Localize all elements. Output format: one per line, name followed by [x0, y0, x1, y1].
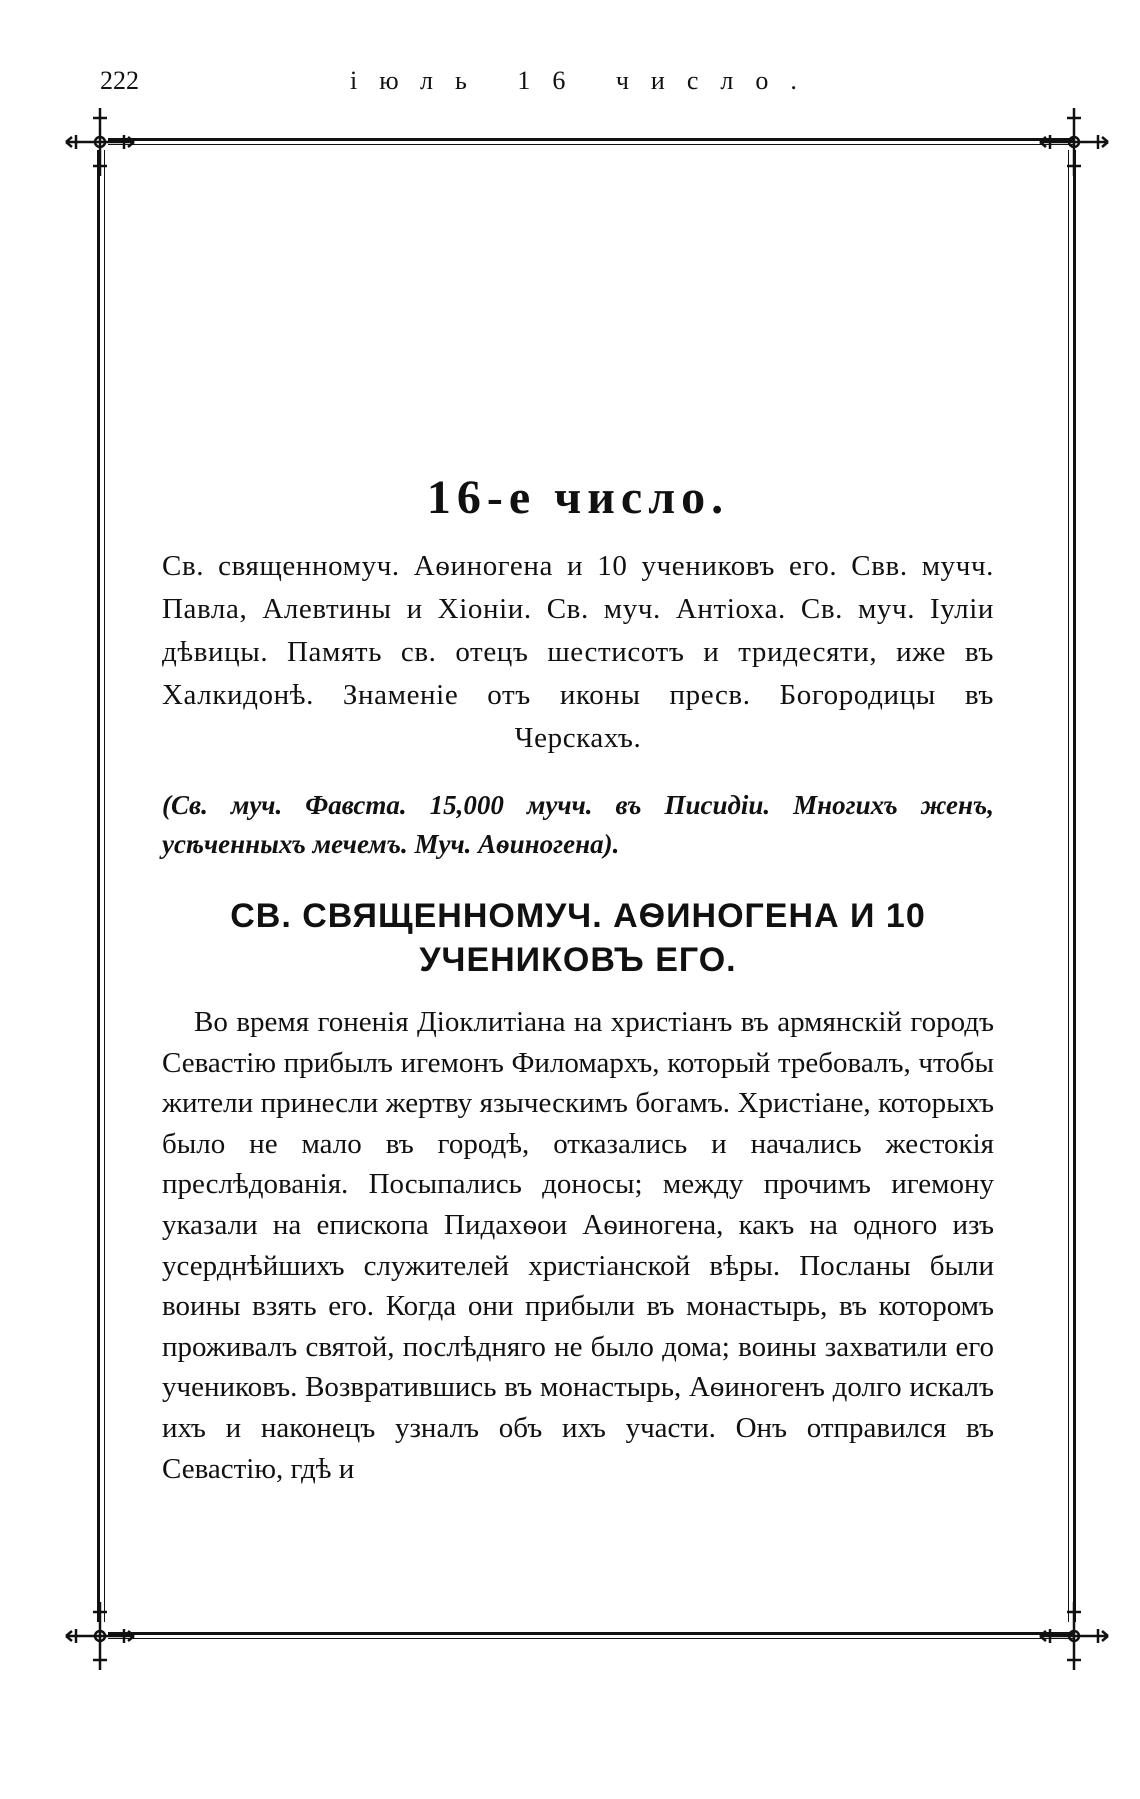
frame-left-inner [104, 150, 105, 1622]
running-title: іюль 16 число. [350, 66, 819, 95]
cross-ornament-icon [1036, 104, 1112, 180]
page-content [162, 470, 994, 1489]
frame-right-inner [1068, 150, 1069, 1622]
commemorations-list: Св. священномуч. Аѳиногена и 10 учениковъ его. Свв. мучч. Павла, Алевтины и Хіоніи. Св. муч. Антіоха. Св. муч. Іуліи дѣвицы. Память св. отецъ шестисотъ и тридесяти, иже въ Халкидонѣ. Знаменіе отъ иконы пресв. Богородицы въ Черскахъ. [162, 550, 994, 754]
frame-right-outer [1073, 150, 1076, 1622]
frame-top-inner [108, 144, 1074, 145]
cross-ornament-icon [62, 104, 138, 180]
additional-commemorations: (Св. муч. Фавста. 15,000 мучч. въ Писидіи. Многихъ женъ, усѣченныхъ мечемъ. Муч. Аѳиногена). [162, 790, 994, 859]
frame-left-outer [97, 150, 100, 1622]
page-number: 222 [100, 66, 139, 95]
day-title: 16-е число. [426, 471, 730, 524]
cross-ornament-icon [1036, 1598, 1112, 1674]
frame-top-outer [108, 138, 1074, 141]
frame-bottom-inner [108, 1638, 1074, 1639]
cross-ornament-icon [62, 1598, 138, 1674]
section-heading: СВ. СВЯЩЕННОМУЧ. АѲИНОГЕНА И 10 УЧЕНИКОВЪ ЕГО. [230, 897, 926, 979]
body-paragraph: Во время гоненія Діоклитіана на христіанъ въ армянскій городъ Севастію прибылъ игемонъ Филомархъ, который требовалъ, чтобы жители принесли жертву языческимъ богамъ. Христіане, которыхъ было не мало въ городѣ, отказались и начались жестокія преслѣдованія. Посыпались доносы; между прочимъ игемону указали на епископа Пидахѳои Аѳиногена, какъ на одного изъ усерднѣйшихъ служителей христіанской вѣры. Посланы были воины взять его. Когда они прибыли въ монастырь, въ которомъ проживалъ святой, послѣдняго не было дома; воины захватили его учениковъ. Возвратившись въ монастырь, Аѳиногенъ долго искалъ ихъ и наконецъ узналъ объ ихъ участи. Онъ отправился въ Севастію, гдѣ и [162, 1006, 994, 1485]
frame-bottom-outer [108, 1632, 1074, 1635]
running-head [0, 66, 1140, 106]
